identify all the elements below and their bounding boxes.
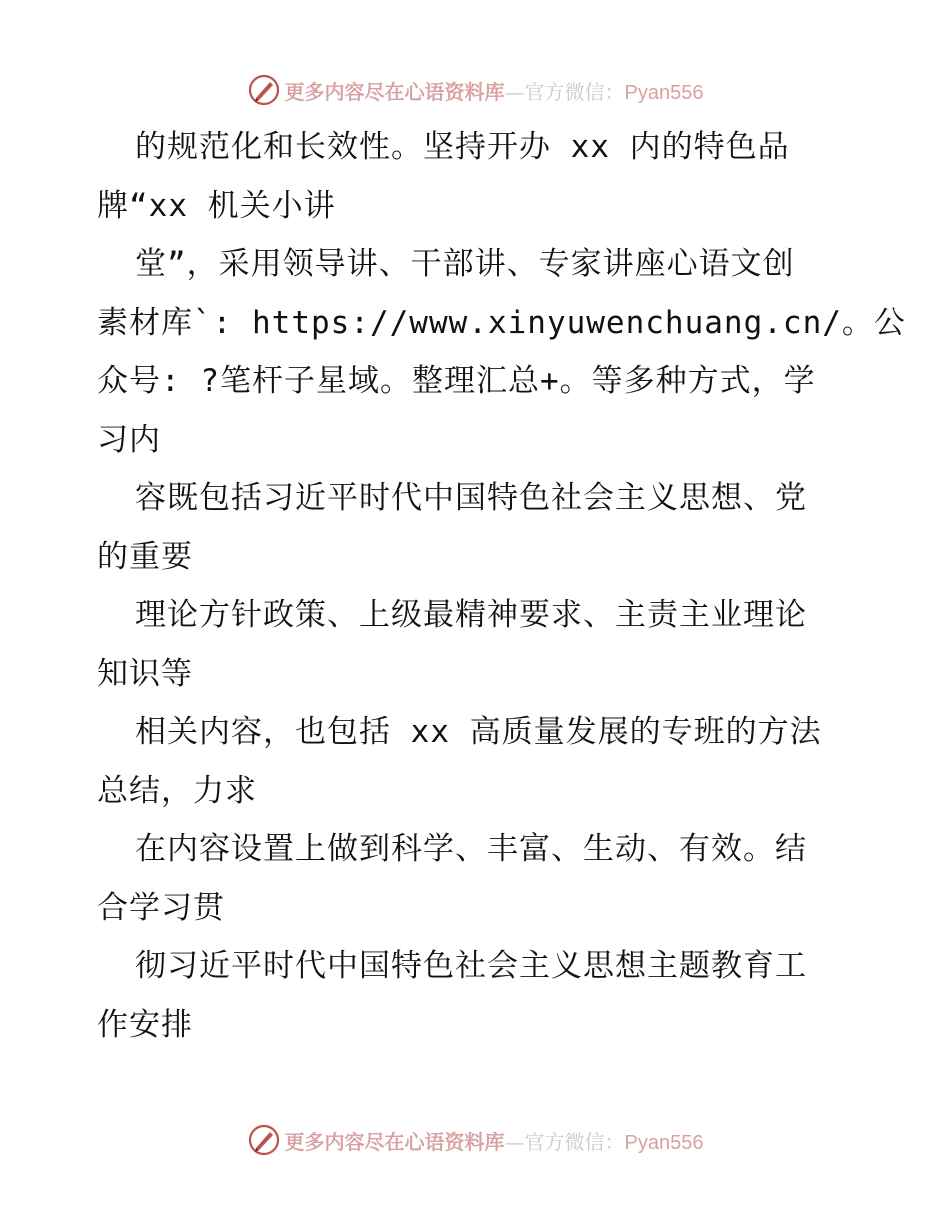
text-line: 知识等	[97, 655, 193, 692]
pen-logo-icon	[247, 73, 281, 107]
text-line: 相关内容，也包括 xx 高质量发展的专班的方法	[135, 714, 822, 750]
text-line: 作安排	[97, 1006, 193, 1043]
watermark-separator: —	[504, 79, 525, 104]
watermark-main: 更多内容尽在心语资料库	[284, 1129, 505, 1154]
watermark-text	[285, 76, 704, 105]
watermark-id: Pyan556	[624, 81, 704, 104]
text-line: 的重要	[97, 538, 193, 575]
text-line: 堂”，采用领导讲、干部讲、专家讲座心语文创	[135, 246, 795, 282]
text-line: 理论方针政策、上级最精神要求、主责主业理论	[135, 597, 807, 633]
text-line: 总结，力求	[97, 772, 257, 809]
watermark-id: Pyan556	[624, 1131, 704, 1154]
header-watermark	[0, 70, 950, 110]
text-line: 牌“xx 机关小讲	[97, 187, 336, 224]
text-line: 习内	[97, 421, 161, 458]
watermark-tail: 官方微信：	[524, 79, 625, 104]
text-line: 在内容设置上做到科学、丰富、生动、有效。结	[135, 831, 807, 867]
pen-logo-icon	[247, 1123, 281, 1157]
watermark-separator: —	[504, 1129, 525, 1154]
text-line: 的规范化和长效性。坚持开办 xx 内的特色品	[135, 129, 790, 165]
watermark-text	[285, 1126, 704, 1155]
text-line: 合学习贯	[97, 889, 225, 926]
body-text	[97, 118, 906, 1054]
watermark-main: 更多内容尽在心语资料库	[284, 79, 505, 104]
text-line: 容既包括习近平时代中国特色社会主义思想、党	[135, 480, 807, 516]
footer-watermark	[0, 1120, 950, 1160]
text-line: 众号: ?笔杆子星域。整理汇总+。等多种方式，学	[97, 363, 816, 399]
watermark-tail: 官方微信：	[524, 1129, 625, 1154]
text-line: 素材库`: https://www.xinyuwenchuang.cn/。公	[97, 304, 906, 341]
text-line: 彻习近平时代中国特色社会主义思想主题教育工	[135, 948, 807, 984]
